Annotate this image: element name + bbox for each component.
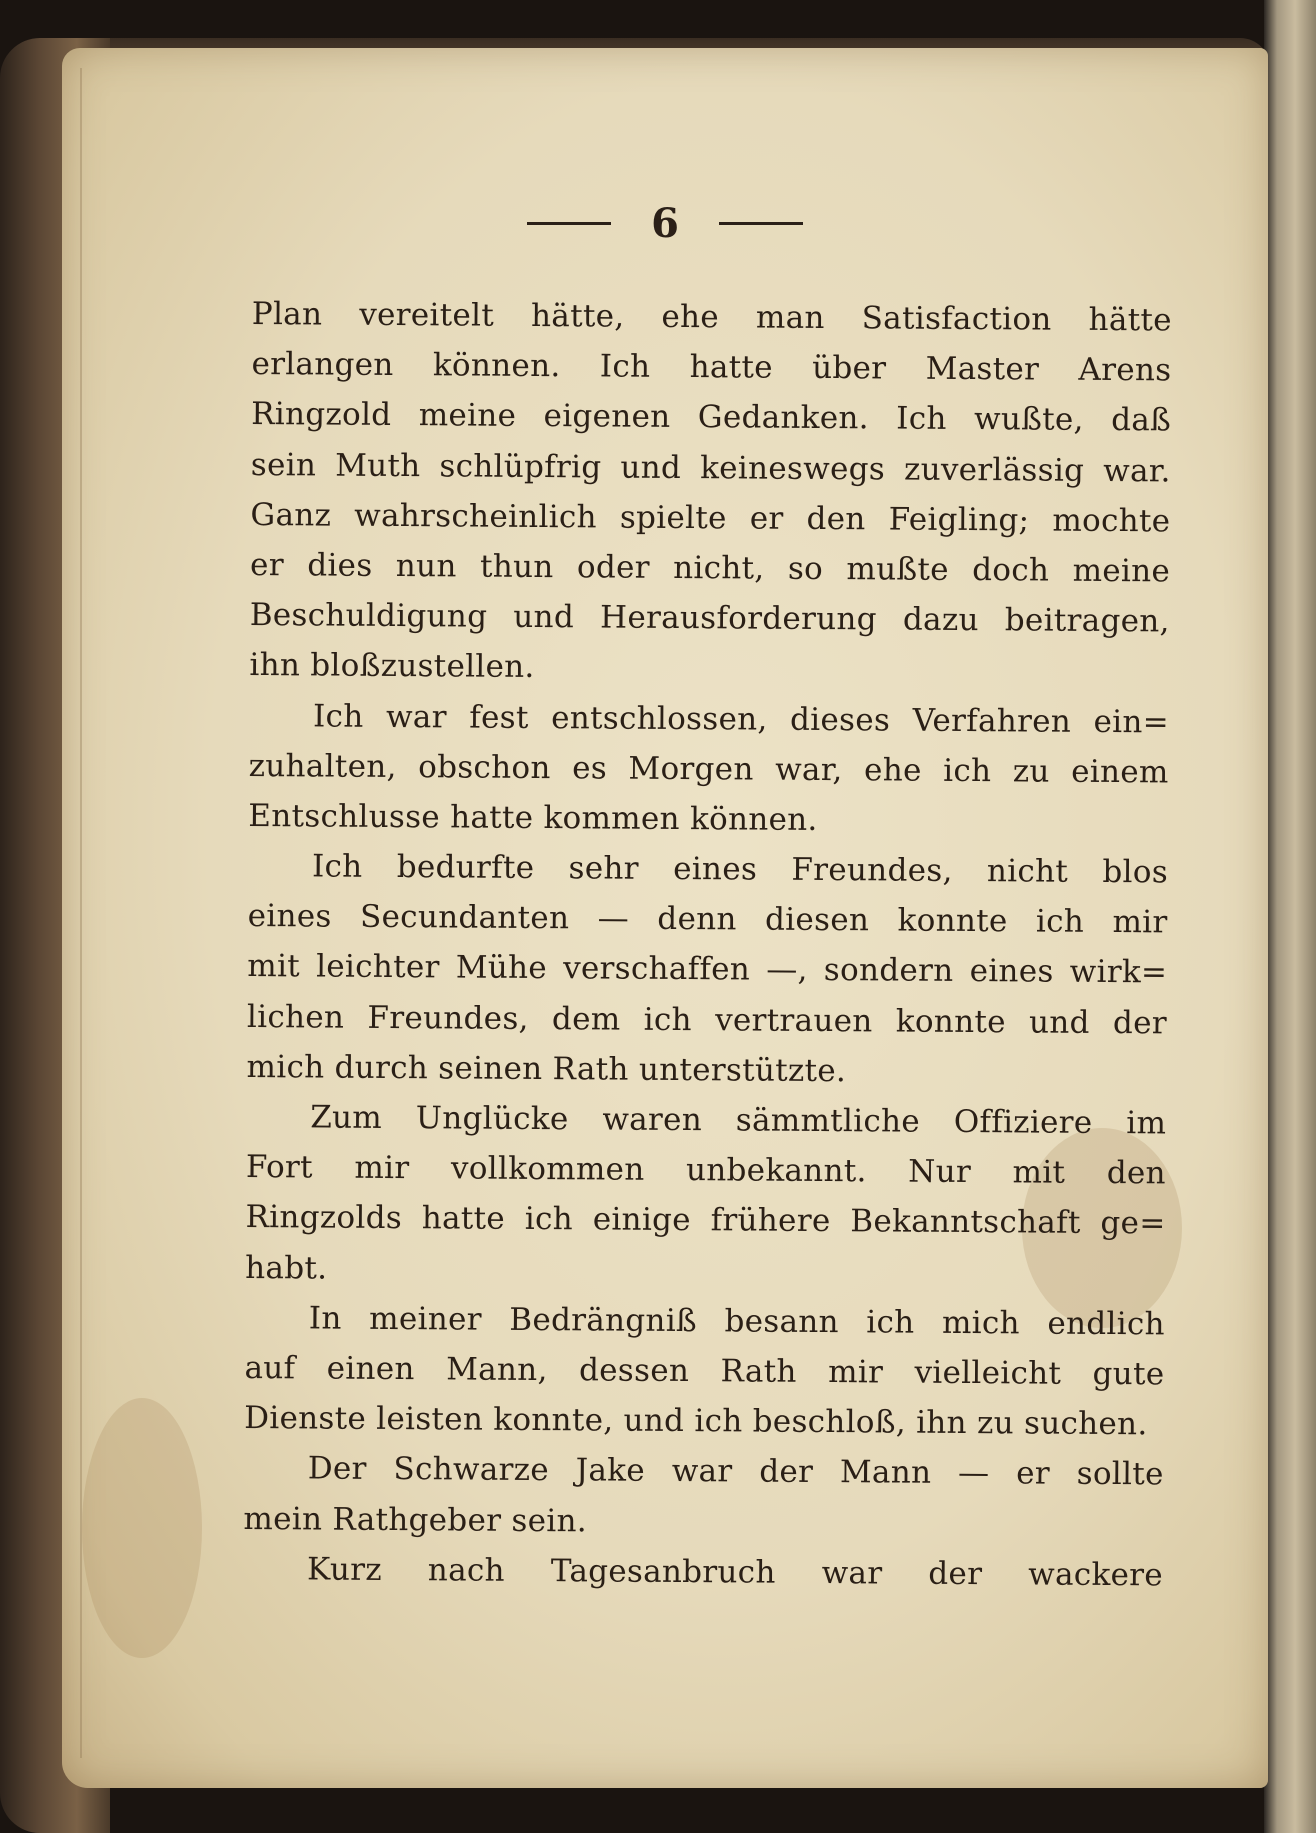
text-line: Beschuldigung und Herausforderung dazu beitragen, <box>249 597 1170 640</box>
text-line: Der Schwarze Jake war der Mann — er sollte <box>307 1450 1164 1493</box>
text-line: sein Muth schlüpfrig und keineswegs zuverlässig war. <box>250 446 1171 489</box>
page-gutter-line <box>80 68 82 1758</box>
text-line: habt. <box>245 1249 328 1287</box>
text-line: Entschlusse hatte kommen können. <box>248 797 818 838</box>
text-line: zuhalten, obschon es Morgen war, ehe ich zu einem <box>248 747 1169 791</box>
paper-stain <box>82 1398 202 1658</box>
text-line: Ich bedurfte sehr eines Freundes, nicht blos <box>311 848 1169 891</box>
text-line: auf einen Mann, dessen Rath mir vielleicht gute <box>244 1349 1165 1393</box>
text-line: Dienste leisten konnte, und ich beschloß, ihn zu suchen. <box>244 1400 1148 1443</box>
text-line: Plan vereitelt hätte, ehe man Satisfaction hätte <box>251 296 1172 339</box>
text-line: er dies nun thun oder nicht, so mußte doch meine <box>249 546 1171 590</box>
text-line: Ich war fest entschlossen, dieses Verfahren ein= <box>312 697 1170 740</box>
book-page <box>62 48 1268 1788</box>
text-line: lichen Freundes, dem ich vertrauen konnte und der <box>246 998 1168 1042</box>
text-line: erlangen können. Ich hatte über Master Arens <box>251 346 1172 389</box>
page-text <box>243 296 1172 1607</box>
header-dash-right <box>719 222 803 225</box>
text-line: Ringzolds hatte ich einige frühere Bekanntschaft ge= <box>245 1199 1166 1242</box>
text-line: Zum Unglücke waren sämmtliche Offiziere im <box>310 1099 1167 1142</box>
header-dash-left <box>527 222 611 225</box>
text-line: Ganz wahrscheinlich spielte er den Feigling; mochte <box>250 496 1171 540</box>
text-line: Ringzold meine eigenen Gedanken. Ich wußte, daß <box>251 396 1172 439</box>
text-line: mich durch seinen Rath unterstützte. <box>246 1048 847 1089</box>
next-page-edge <box>1264 0 1316 1833</box>
text-line: Fort mir vollkommen unbekannt. Nur mit den <box>245 1149 1166 1192</box>
text-line: mein Rathgeber sein. <box>243 1500 588 1539</box>
text-line: Kurz nach Tagesanbruch war der wackere <box>306 1551 1164 1594</box>
text-line: In meiner Bedrängniß besann ich mich endlich <box>308 1300 1165 1343</box>
page-number: 6 <box>651 199 679 247</box>
page-header <box>62 198 1268 248</box>
text-line: eines Secundanten — denn diesen konnte ich mir <box>247 898 1168 941</box>
text-line: ihn bloßzustellen. <box>249 647 535 686</box>
text-line: mit leichter Mühe verschaffen —, sondern eines wirk= <box>247 948 1168 991</box>
